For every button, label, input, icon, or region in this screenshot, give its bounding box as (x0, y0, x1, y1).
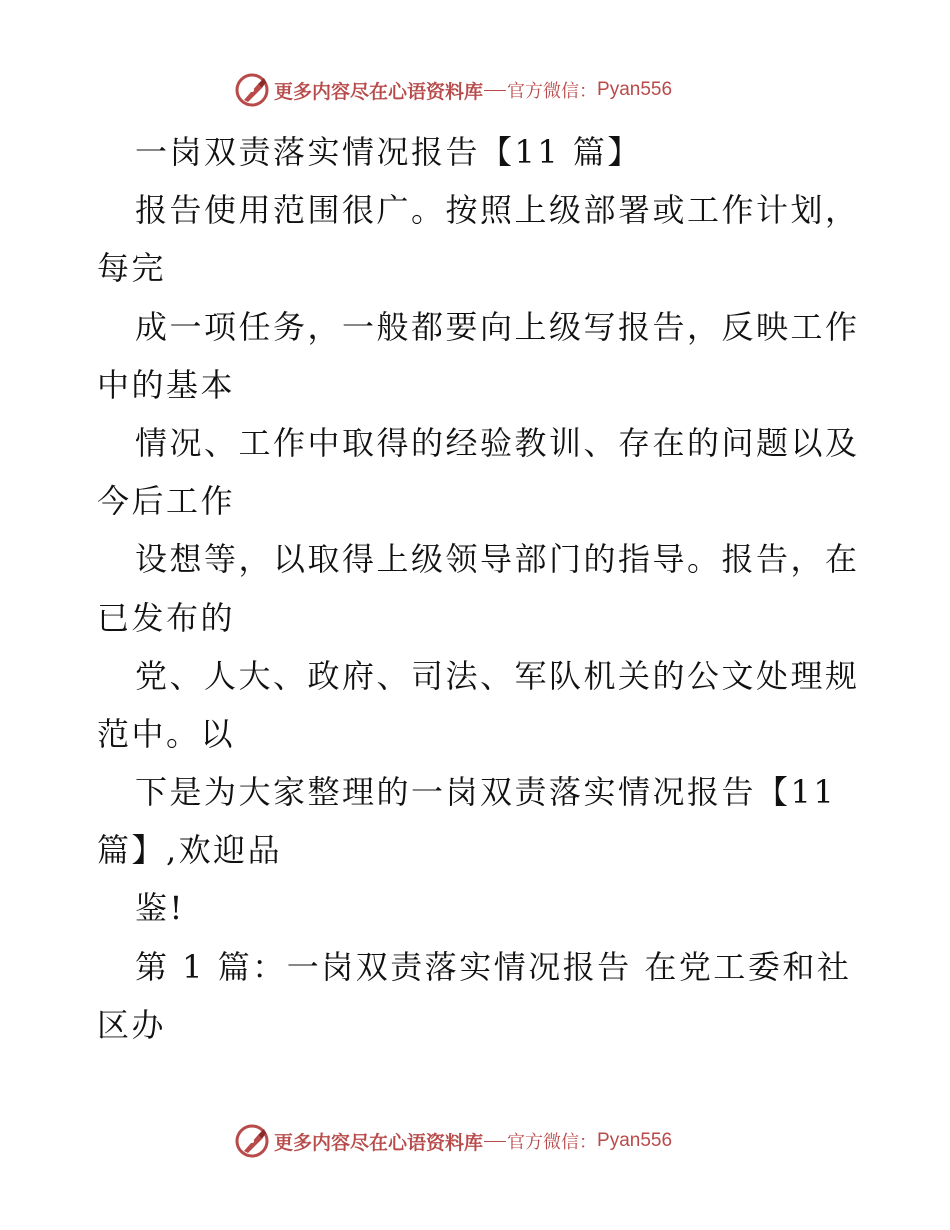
header-watermark (232, 70, 672, 110)
pen-nib-logo-icon (232, 1121, 272, 1161)
watermark-dash (484, 1141, 506, 1142)
document-title: 一岗双责落实情况报告【11 篇】 (135, 133, 642, 171)
pen-nib-logo-icon (232, 70, 272, 110)
paragraph-line: 设想等，以取得上级领导部门的指导。报告，在 (135, 540, 860, 579)
paragraph-line: 篇】,欢迎品 (97, 831, 283, 870)
paragraph-line: 已发布的 (97, 598, 236, 637)
watermark-dash (484, 90, 506, 91)
paragraph-line: 每完 (97, 249, 167, 288)
watermark-sub-text: 官方微信： (507, 1132, 598, 1153)
watermark-main-text: 更多内容尽在心语资料库 (274, 1131, 484, 1154)
paragraph-line: 今后工作 (97, 482, 236, 521)
watermark-id-text: Pyan556 (597, 1130, 673, 1151)
paragraph-line: 范中。以 (97, 714, 236, 753)
paragraph-line: 情况、工作中取得的经验教训、存在的问题以及 (135, 423, 860, 462)
document-body (97, 123, 860, 1054)
paragraph-line: 成一项任务，一般都要向上级写报告，反映工作 (135, 307, 860, 346)
paragraph-line: 中的基本 (97, 365, 236, 404)
footer-watermark (232, 1121, 672, 1161)
watermark-sub-text: 官方微信： (507, 81, 598, 102)
watermark-main-text: 更多内容尽在心语资料库 (274, 80, 484, 103)
paragraph-line: 党、人大、政府、司法、军队机关的公文处理规 (135, 656, 860, 695)
paragraph-line: 下是为大家整理的一岗双责落实情况报告【11 (135, 773, 837, 812)
paragraph-line: 报告使用范围很广。按照上级部署或工作计划， (135, 191, 860, 230)
paragraph-line: 区办 (97, 1005, 167, 1044)
section-heading-line: 第 1 篇：一岗双责落实情况报告 在党工委和社 (135, 947, 852, 986)
paragraph-line: 鉴! (135, 889, 185, 928)
watermark-id-text: Pyan556 (597, 79, 673, 100)
